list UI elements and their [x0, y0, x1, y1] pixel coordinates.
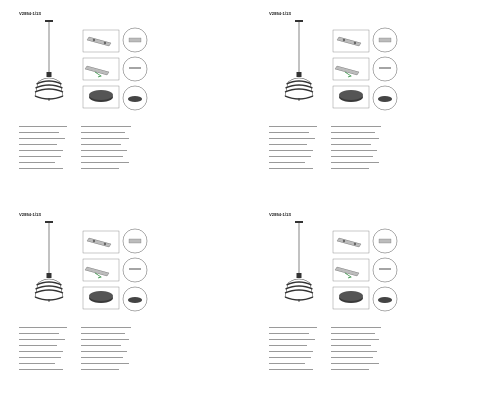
text-line [81, 162, 129, 163]
text-line [331, 132, 375, 133]
text-line [19, 339, 65, 340]
text-line [331, 168, 369, 169]
text-line [81, 369, 119, 370]
text-line [81, 357, 123, 358]
text-line [19, 138, 65, 139]
instruction-sheet [5, 2, 245, 197]
text-line [19, 144, 57, 145]
text-line [81, 138, 129, 139]
text-line [19, 369, 63, 370]
text-line [331, 345, 371, 346]
ceiling-plate-icon [83, 86, 147, 110]
text-line [81, 150, 127, 151]
text-line [269, 138, 315, 139]
text-line [269, 132, 309, 133]
text-line [81, 345, 121, 346]
product-code: V2854-1/1S [269, 212, 292, 217]
text-line [269, 156, 311, 157]
text-line [269, 327, 317, 328]
text-line [81, 351, 127, 352]
text-line [81, 132, 125, 133]
product-code: V2854-1/1S [269, 11, 292, 16]
text-line [81, 363, 129, 364]
text-line [269, 126, 317, 127]
text-line [269, 168, 313, 169]
text-line [331, 126, 381, 127]
text-line [269, 351, 313, 352]
text-line [81, 168, 119, 169]
text-line [331, 327, 381, 328]
text-line [331, 162, 379, 163]
text-line [81, 339, 129, 340]
text-line [19, 168, 63, 169]
text-line [331, 333, 375, 334]
text-line [331, 138, 379, 139]
text-line [19, 162, 55, 163]
text-line [19, 345, 57, 346]
text-line [19, 156, 61, 157]
text-line [19, 150, 63, 151]
text-line [81, 327, 131, 328]
text-line [269, 162, 305, 163]
text-line [269, 357, 311, 358]
text-line [19, 132, 59, 133]
text-line [331, 369, 369, 370]
text-line [331, 351, 377, 352]
text-line [19, 363, 55, 364]
product-code: V2854-1/1S [19, 11, 42, 16]
instruction-sheet [255, 2, 495, 197]
text-line [19, 126, 67, 127]
ceiling-plate-icon [83, 287, 147, 311]
text-line [269, 150, 313, 151]
text-line [269, 369, 313, 370]
text-line [331, 339, 379, 340]
text-line [19, 357, 61, 358]
text-line [269, 339, 315, 340]
text-line [331, 357, 373, 358]
text-line [19, 333, 59, 334]
text-line [81, 126, 131, 127]
text-line [269, 333, 309, 334]
instruction-sheet [5, 203, 245, 398]
text-line [19, 351, 63, 352]
text-line [81, 333, 125, 334]
text-line [269, 345, 307, 346]
text-line [331, 144, 371, 145]
text-line [81, 156, 123, 157]
text-line [81, 144, 121, 145]
text-line [269, 144, 307, 145]
ceiling-plate-icon [333, 86, 397, 110]
text-line [269, 363, 305, 364]
product-code: V2854-1/1S [19, 212, 42, 217]
text-line [331, 363, 379, 364]
instruction-sheet [255, 203, 495, 398]
text-line [19, 327, 67, 328]
text-line [331, 156, 373, 157]
text-line [331, 150, 377, 151]
ceiling-plate-icon [333, 287, 397, 311]
